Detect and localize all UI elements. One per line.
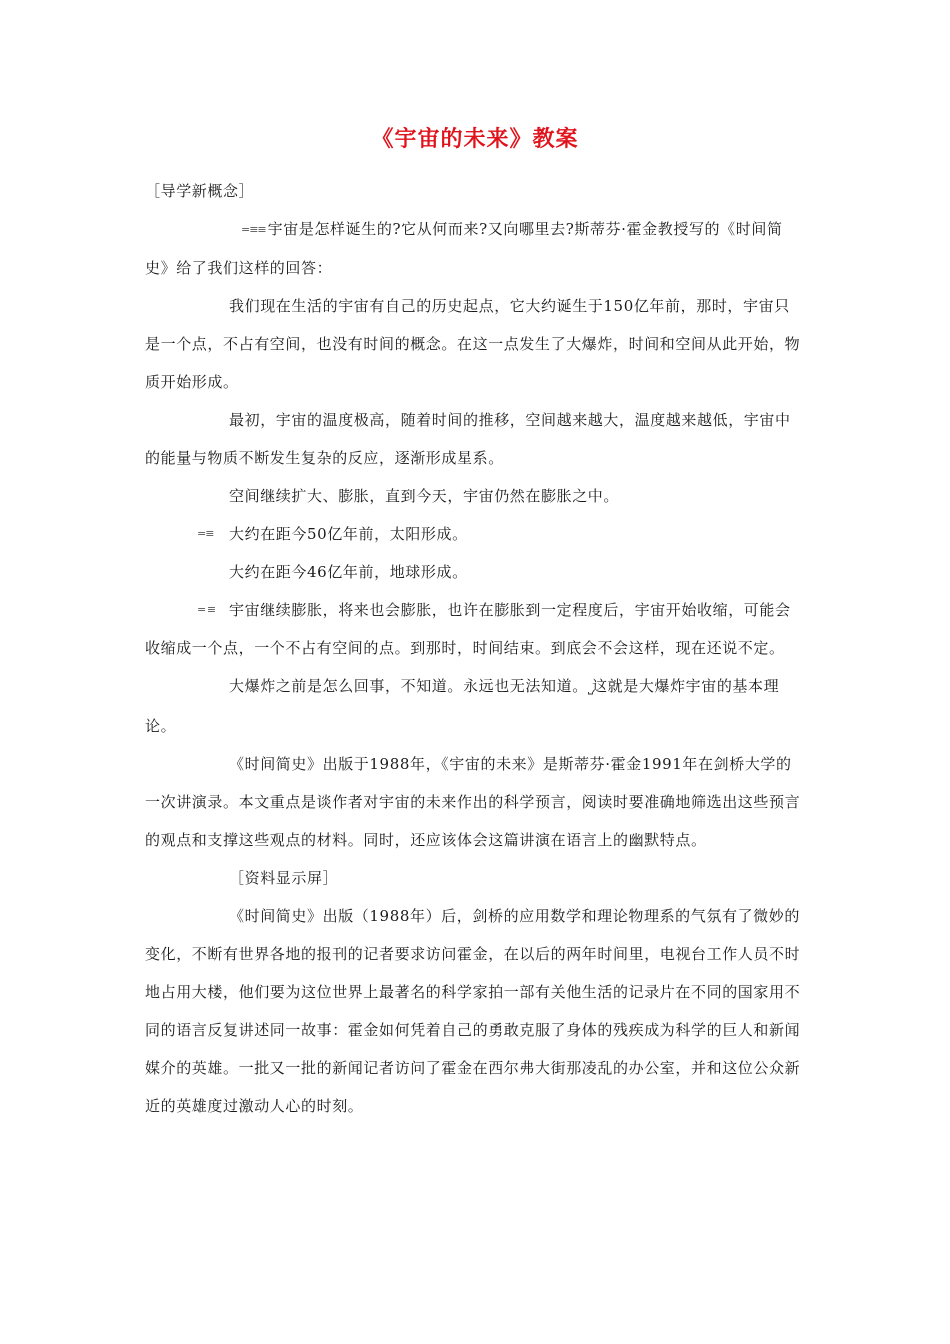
section-label-resources: ［资料显示屏］ [229,869,339,887]
paragraph-future [145,591,805,667]
paragraph-sun-text: 大约在距今50亿年前，太阳形成。 [229,525,468,543]
scan-mark: =≡ [197,603,217,616]
section-label-guide: ［导学新概念］ [145,182,255,200]
paragraph-expansion: 空间继续扩大、膨胀，直到今天，宇宙仍然在膨胀之中。 [229,487,620,505]
paragraph-initial: 最初，宇宙的温度极高，随着时间的推移，空间越来越大，温度越来越低，宇宙中的能量与物质不断发生复杂的反应，逐渐形成星系。 [145,411,791,467]
paragraph-before-bang-text-2: 这就是大爆炸宇宙的基本理论。 [145,677,780,735]
paragraph-intro-text: 宇宙是怎样诞生的?它从何而来?又向哪里去?斯蒂芬·霍金教授写的《时间简史》给了我们这样的回答： [145,220,783,277]
document-body [145,172,805,1125]
paragraph-sun [145,515,805,553]
paragraph-earth: 大约在距今46亿年前，地球形成。 [229,563,468,581]
paragraph-before-bang-text: 大爆炸之前是怎么回事，不知道。永远也无法知道。 [229,677,588,695]
scan-mark: =≡ [197,527,214,540]
paragraph-origin: 我们现在生活的宇宙有自己的历史起点，它大约诞生于150亿年前，那时，宇宙只是一个点，不占有空间，也没有时间的概念。在这一点发生了大爆炸，时间和空间从此开始，物质开始形成。 [145,297,801,391]
paragraph-future-text: 宇宙继续膨胀，将来也会膨胀，也许在膨胀到一定程度后，宇宙开始收缩，可能会收缩成一个点，一个不占有空间的点。到那时，时间结束。到底会不会这样，现在还说不定。 [145,601,791,657]
scan-mark: =≡≡ [241,223,266,236]
paragraph-before-bang [145,667,805,745]
paragraph-resources: 《时间简史》出版（1988年）后，剑桥的应用数学和理论物理系的气氛有了微妙的变化，不断有世界各地的报刊的记者要求访问霍金，在以后的两年时间里，电视台工作人员不时地占用大楼，他们要为这位世界上最著名的科学家拍一部有关他生活的记录片在不同的国家用不同的语言反复讲述同一故事：霍金如何凭着自己的勇敢克服了身体的残疾成为科学的巨人和新闻媒介的英雄。一批又一批的新闻记者访问了霍金在西尔弗大街那凌乱的办公室，并和这位公众新近的英雄度过激动人心的时刻。 [145,907,801,1115]
paragraph-intro [145,210,805,287]
scan-mark: ⎵ [587,680,593,695]
paragraph-book-intro: 《时间简史》出版于1988年，《宇宙的未来》是斯蒂芬·霍金1991年在剑桥大学的一次讲演录。本文重点是谈作者对宇宙的未来作出的科学预言，阅读时要准确地筛选出这些预言的观点和支撑这些观点的材料。同时，还应该体会这篇讲演在语言上的幽默特点。 [145,755,801,849]
document-title: 《宇宙的未来》教案 [371,127,579,152]
